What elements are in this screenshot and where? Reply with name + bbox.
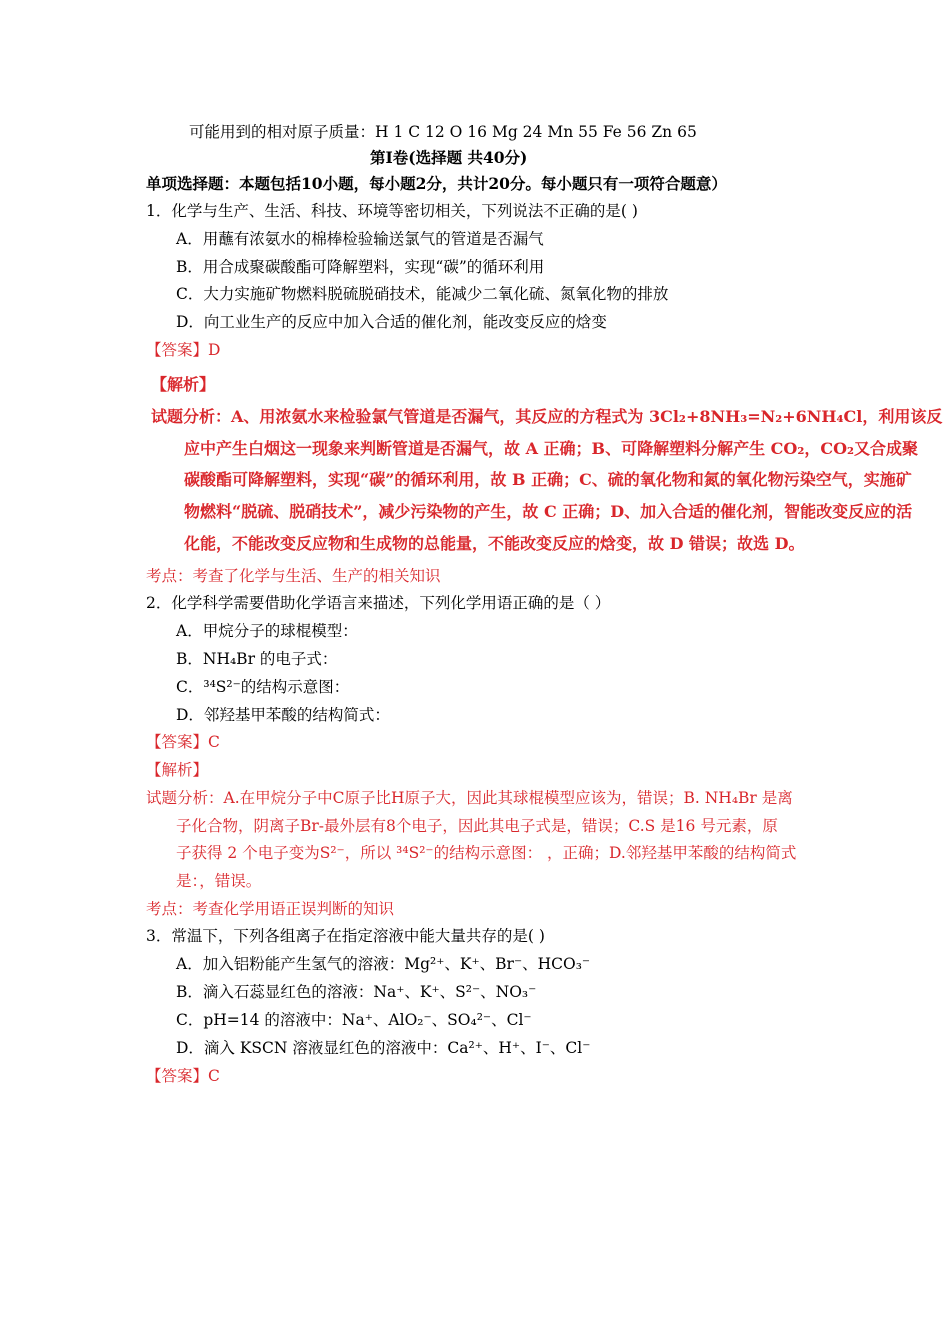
q1-analysis-line: 碳酸酯可降解塑料，实现“碳”的循环利用，故 B 正确；C、硫的氧化物和氮的氧化物污染空气，实施矿 (184, 470, 912, 489)
q3-option-d: D．滴入 KSCN 溶液显红色的溶液中：Ca²⁺、H⁺、I⁻、Cl⁻ (176, 1039, 591, 1057)
q1-option-d: D．向工业生产的反应中加入合适的催化剂，能改变反应的焓变 (176, 313, 607, 331)
q1-option-a: A．用蘸有浓氨水的棉棒检验输送氯气的管道是否漏气 (176, 230, 544, 248)
q2-analysis-line: 子获得 2 个电子变为S²⁻，所以 ³⁴S²⁻的结构示意图： ，正确；D.邻羟基甲苯酸的结构简式 (176, 844, 797, 862)
q2-stem: 2．化学科学需要借助化学语言来描述，下列化学用语正确的是（ ） (146, 594, 611, 612)
section-title: 第Ⅰ卷(选择题 共40分) (370, 148, 528, 167)
q1-point: 考点：考查了化学与生活、生产的相关知识 (146, 567, 441, 585)
q1-answer: 【答案】D (146, 341, 221, 359)
q2-answer: 【答案】C (146, 733, 220, 751)
q3-option-a: A．加入铝粉能产生氢气的溶液：Mg²⁺、K⁺、Br⁻、HCO₃⁻ (176, 955, 591, 973)
q1-analysis-line: 化能，不能改变反应物和生成物的总能量，不能改变反应的焓变，故 D 错误；故选 D。 (184, 534, 805, 553)
atomic-masses: 可能用到的相对原子质量：H 1 C 12 O 16 Mg 24 Mn 55 Fe 56 Zn 65 (189, 123, 697, 141)
q2-option-d: D．邻羟基甲苯酸的结构简式： (176, 706, 390, 724)
q1-analysis-line: 物燃料“脱硫、脱硝技术”，减少污染物的产生，故 C 正确；D、加入合适的催化剂，智能改变反应的活 (184, 502, 913, 521)
q3-option-c: C．pH=14 的溶液中：Na⁺、AlO₂⁻、SO₄²⁻、Cl⁻ (176, 1011, 532, 1029)
q2-option-a: A．甲烷分子的球棍模型： (176, 622, 358, 640)
q3-stem: 3．常温下，下列各组离子在指定溶液中能大量共存的是( ) (146, 927, 545, 945)
q1-analysis-line: 试题分析：A、用浓氨水来检验氯气管道是否漏气，其反应的方程式为 3Cl₂+8NH₃=N₂+6NH₄Cl，利用该反 (151, 407, 943, 426)
q2-analysis-label: 【解析】 (146, 761, 209, 779)
q2-option-b: B．NH₄Br 的电子式： (176, 650, 338, 668)
q2-option-c: C．³⁴S²⁻的结构示意图： (176, 678, 350, 696)
q1-stem: 1．化学与生产、生活、科技、环境等密切相关，下列说法不正确的是( ) (146, 202, 638, 220)
q1-option-b: B．用合成聚碳酸酯可降解塑料，实现“碳”的循环利用 (176, 258, 545, 276)
q2-analysis-line: 是：，错误。 (176, 872, 262, 890)
q3-answer: 【答案】C (146, 1067, 220, 1085)
q1-option-c: C．大力实施矿物燃料脱硫脱硝技术，能减少二氧化硫、氮氧化物的排放 (176, 285, 669, 303)
instruction: 单项选择题：本题包括10小题，每小题2分，共计20分。每小题只有一项符合题意） (146, 174, 727, 193)
q3-option-b: B．滴入石蕊显红色的溶液：Na⁺、K⁺、S²⁻、NO₃⁻ (176, 983, 537, 1001)
q1-analysis-label: 【解析】 (151, 375, 216, 394)
q2-analysis-line: 子化合物，阴离子Br-最外层有8个电子，因此其电子式是，错误；C.S 是16 号元素，原 (176, 817, 778, 835)
q1-analysis-line: 应中产生白烟这一现象来判断管道是否漏气，故 A 正确；B、可降解塑料分解产生 CO₂，CO₂又合成聚 (184, 439, 919, 458)
q2-analysis-line: 试题分析：A.在甲烷分子中C原子比H原子大，因此其球棍模型应该为，错误；B. NH₄Br 是离 (146, 789, 793, 807)
q2-point: 考点：考查化学用语正误判断的知识 (146, 900, 395, 918)
